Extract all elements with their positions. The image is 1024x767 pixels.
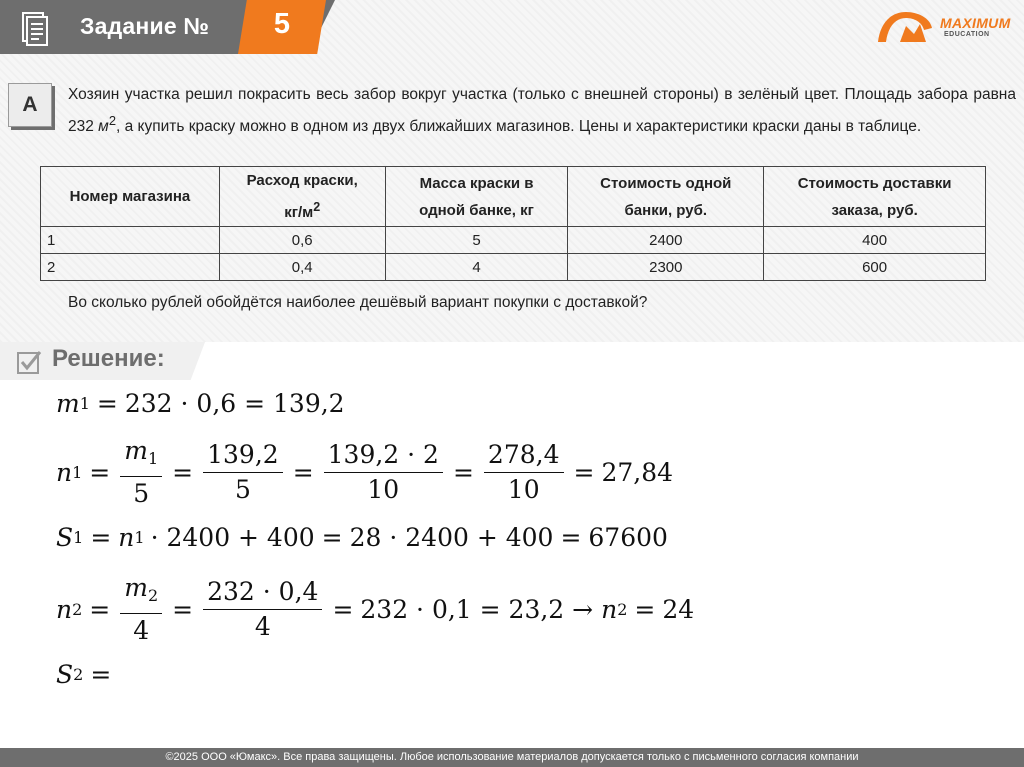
fraction: $\frac{m_1}{5}$: [120, 436, 162, 509]
cell-delivery: 600: [764, 254, 986, 281]
fraction: $\frac{278,4}{10}$: [484, 440, 564, 505]
logo-subtext: EDUCATION: [944, 31, 990, 38]
problem-text-part2: , а купить краску можно в одном из двух ближайших магазинов. Цены и характеристики краски даны в таблице.: [116, 118, 922, 136]
task-title: Задание №: [80, 13, 210, 39]
table-header-row: [41, 167, 986, 227]
task-badge: А: [8, 83, 52, 127]
solution-line-5: S 2 =: [56, 659, 112, 689]
solution-line-3: S 1 = n 1 · 2400 + 400 = 28 · 2400 + 400 = 67600: [56, 522, 668, 552]
cell-delivery: 400: [764, 227, 986, 254]
cell-shop: 1: [41, 227, 220, 254]
table-row: [41, 227, 986, 254]
cell-shop: 2: [41, 254, 220, 281]
header-delivery-cost: Стоимость доставки заказа, руб.: [764, 167, 986, 227]
cell-rate: 0,6: [219, 227, 385, 254]
table-row: [41, 254, 986, 281]
area-unit-power: 2: [108, 113, 116, 128]
cell-mass: 4: [385, 254, 568, 281]
line4-result: 24: [662, 594, 695, 624]
solution-line-1: m 1 = 232 · 0,6 = 139,2: [56, 388, 345, 418]
line2-result: 27,84: [601, 457, 674, 487]
problem-statement: [68, 82, 1016, 140]
cell-mass: 5: [385, 227, 568, 254]
header-shop-number: Номер магазина: [41, 167, 220, 227]
logo-text: MAXIMUM: [940, 15, 1011, 31]
fraction: $\frac{232 \cdot 0,4}{4}$: [203, 577, 322, 642]
paint-shops-table: [40, 166, 986, 281]
header-paint-rate: Расход краски, $кг/м^2$: [219, 167, 385, 227]
cell-price: 2400: [568, 227, 764, 254]
solution-line-4: n 2 = $\frac{m_2}{4}$ = $\frac{232 \cdot 0,4}{4}$ = 232 · 0,1 = 23,2 → n 2 = 24: [56, 572, 695, 645]
document-icon: [14, 8, 54, 48]
header-can-mass: Масса краски в одной банке, кг: [385, 167, 568, 227]
task-number: 5: [273, 8, 291, 40]
line3-result: 67600: [588, 522, 668, 552]
checkbox-check-icon: [16, 349, 42, 375]
problem-text-part1: Хозяин участка решил покрасить весь забор вокруг участка (только с внешней стороны) в зелёный цвет. Площадь забора равна 232: [68, 86, 1016, 136]
fraction: $\frac{139,2}{5}$: [203, 440, 283, 505]
footer-copyright: ©2025 ООО «Юмакс». Все права защищены. Любое использование материалов допускается только с письменного согласия компании: [0, 748, 1024, 767]
header-can-price: Стоимость одной банки, руб.: [568, 167, 764, 227]
fraction: $\frac{139,2 \cdot 2}{10}$: [324, 440, 443, 505]
question-text: Во сколько рублей обойдётся наиболее дешёвый вариант покупки с доставкой?: [68, 294, 648, 311]
solution-line-2: n 1 = $\frac{m_1}{5}$ = $\frac{139,2}{5}$ = $\frac{139,2 \cdot 2}{10}$ = $\frac{278,4}{10}$ = 27,84: [56, 435, 674, 508]
line1-expression: 232 · 0,6 = 139,2: [124, 388, 345, 418]
cell-rate: 0,4: [219, 254, 385, 281]
cell-price: 2300: [568, 254, 764, 281]
area-unit: м: [98, 118, 109, 136]
fraction: $\frac{m_2}{4}$: [120, 573, 162, 646]
solution-title: Решение:: [52, 345, 165, 372]
